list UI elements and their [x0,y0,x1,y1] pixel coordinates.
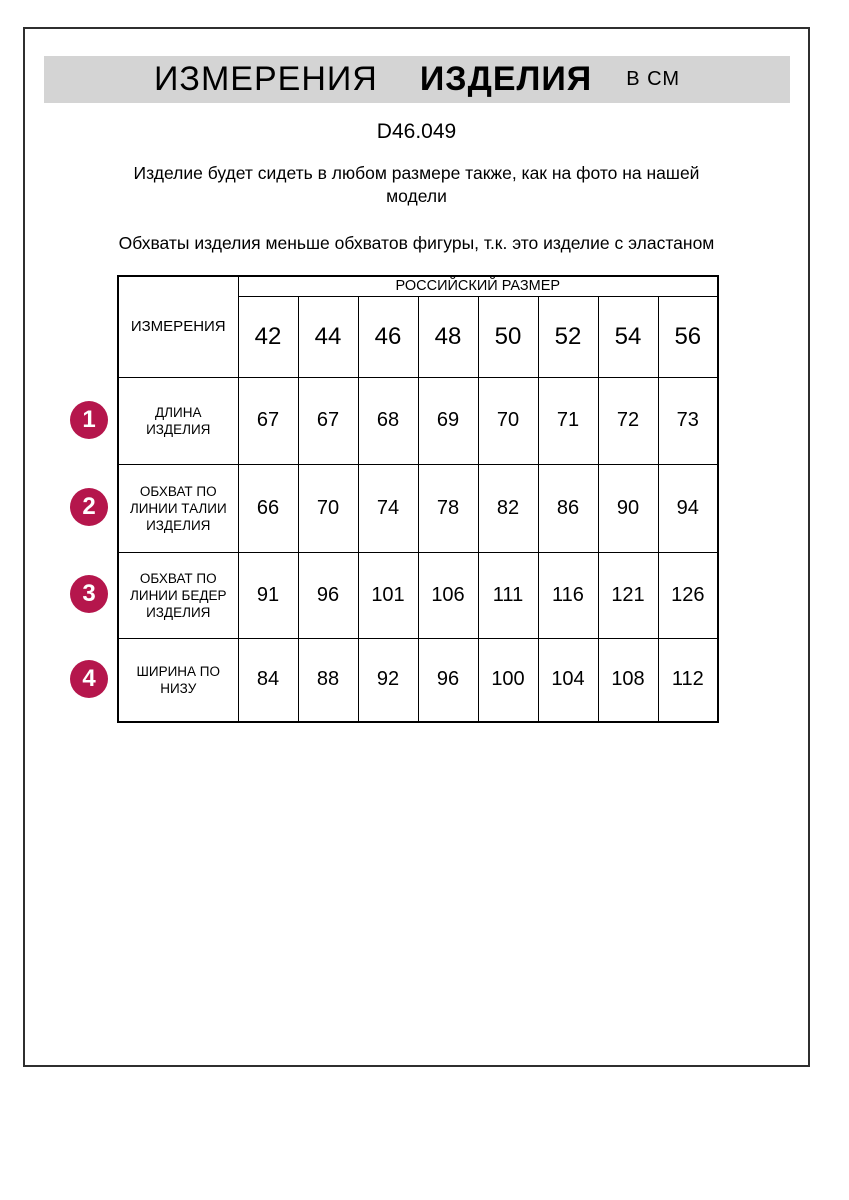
table-row [118,638,718,722]
size-header: 54 [598,296,658,377]
measurement-value: 82 [478,464,538,552]
measurement-value: 66 [238,464,298,552]
measurement-value: 106 [418,552,478,638]
measurement-value: 92 [358,638,418,722]
measurement-value: 126 [658,552,718,638]
measurement-value: 84 [238,638,298,722]
measurement-value: 68 [358,377,418,464]
measurement-value: 90 [598,464,658,552]
row-label-bottom-width: ШИРИНА ПО НИЗУ [118,638,238,722]
size-table [117,275,719,723]
title-measurements: ИЗМЕРЕНИЯ [153,60,378,98]
row-number-badge-4: 4 [70,660,108,698]
size-header: 46 [358,296,418,377]
row-label-hips: ОБХВАТ ПО ЛИНИИ БЕДЕР ИЗДЕЛИЯ [118,552,238,638]
page-frame [23,27,810,1067]
measurement-value: 74 [358,464,418,552]
size-header: 44 [298,296,358,377]
row-number-badge-3: 3 [70,575,108,613]
product-code: D46.049 [376,120,457,143]
measurement-value: 104 [538,638,598,722]
measurement-value: 67 [298,377,358,464]
measurement-value: 91 [238,552,298,638]
measurement-value: 67 [238,377,298,464]
title-product: ИЗДЕЛИЯ [419,60,593,98]
title-banner [44,56,790,103]
row-label-length: ДЛИНА ИЗДЕЛИЯ [118,377,238,464]
measurement-value: 111 [478,552,538,638]
measurement-value: 94 [658,464,718,552]
measurement-value: 108 [598,638,658,722]
size-header: 42 [238,296,298,377]
size-header: 48 [418,296,478,377]
measurement-value: 86 [538,464,598,552]
measurement-value: 96 [418,638,478,722]
measurement-value: 73 [658,377,718,464]
corner-header-measurements: ИЗМЕРЕНИЯ [118,276,238,377]
row-number-badge-2: 2 [70,488,108,526]
measurement-value: 69 [418,377,478,464]
size-header: 56 [658,296,718,377]
row-label-waist: ОБХВАТ ПО ЛИНИИ ТАЛИИ ИЗДЕЛИЯ [118,464,238,552]
size-header: 52 [538,296,598,377]
measurement-value: 112 [658,638,718,722]
row-number-badge-1: 1 [70,401,108,439]
table-row [118,377,718,464]
measurement-value: 116 [538,552,598,638]
table-row [118,552,718,638]
measurement-value: 70 [298,464,358,552]
measurement-value: 72 [598,377,658,464]
title-units: В СМ [626,68,681,90]
measurement-value: 71 [538,377,598,464]
measurement-value: 70 [478,377,538,464]
size-header: 50 [478,296,538,377]
table-row [118,276,718,296]
measurement-value: 100 [478,638,538,722]
note-fit: Изделие будет сидеть в любом размере также, как на фото на нашей модели [133,163,700,206]
size-table-container [82,275,717,723]
measurement-value: 101 [358,552,418,638]
group-header-russian-size: РОССИЙСКИЙ РАЗМЕР [238,276,718,296]
measurement-value: 88 [298,638,358,722]
measurement-value: 121 [598,552,658,638]
table-row [118,464,718,552]
measurement-value: 78 [418,464,478,552]
note-elastane: Обхваты изделия меньше обхватов фигуры, т.к. это изделие с эластаном [118,233,715,253]
measurement-value: 96 [298,552,358,638]
